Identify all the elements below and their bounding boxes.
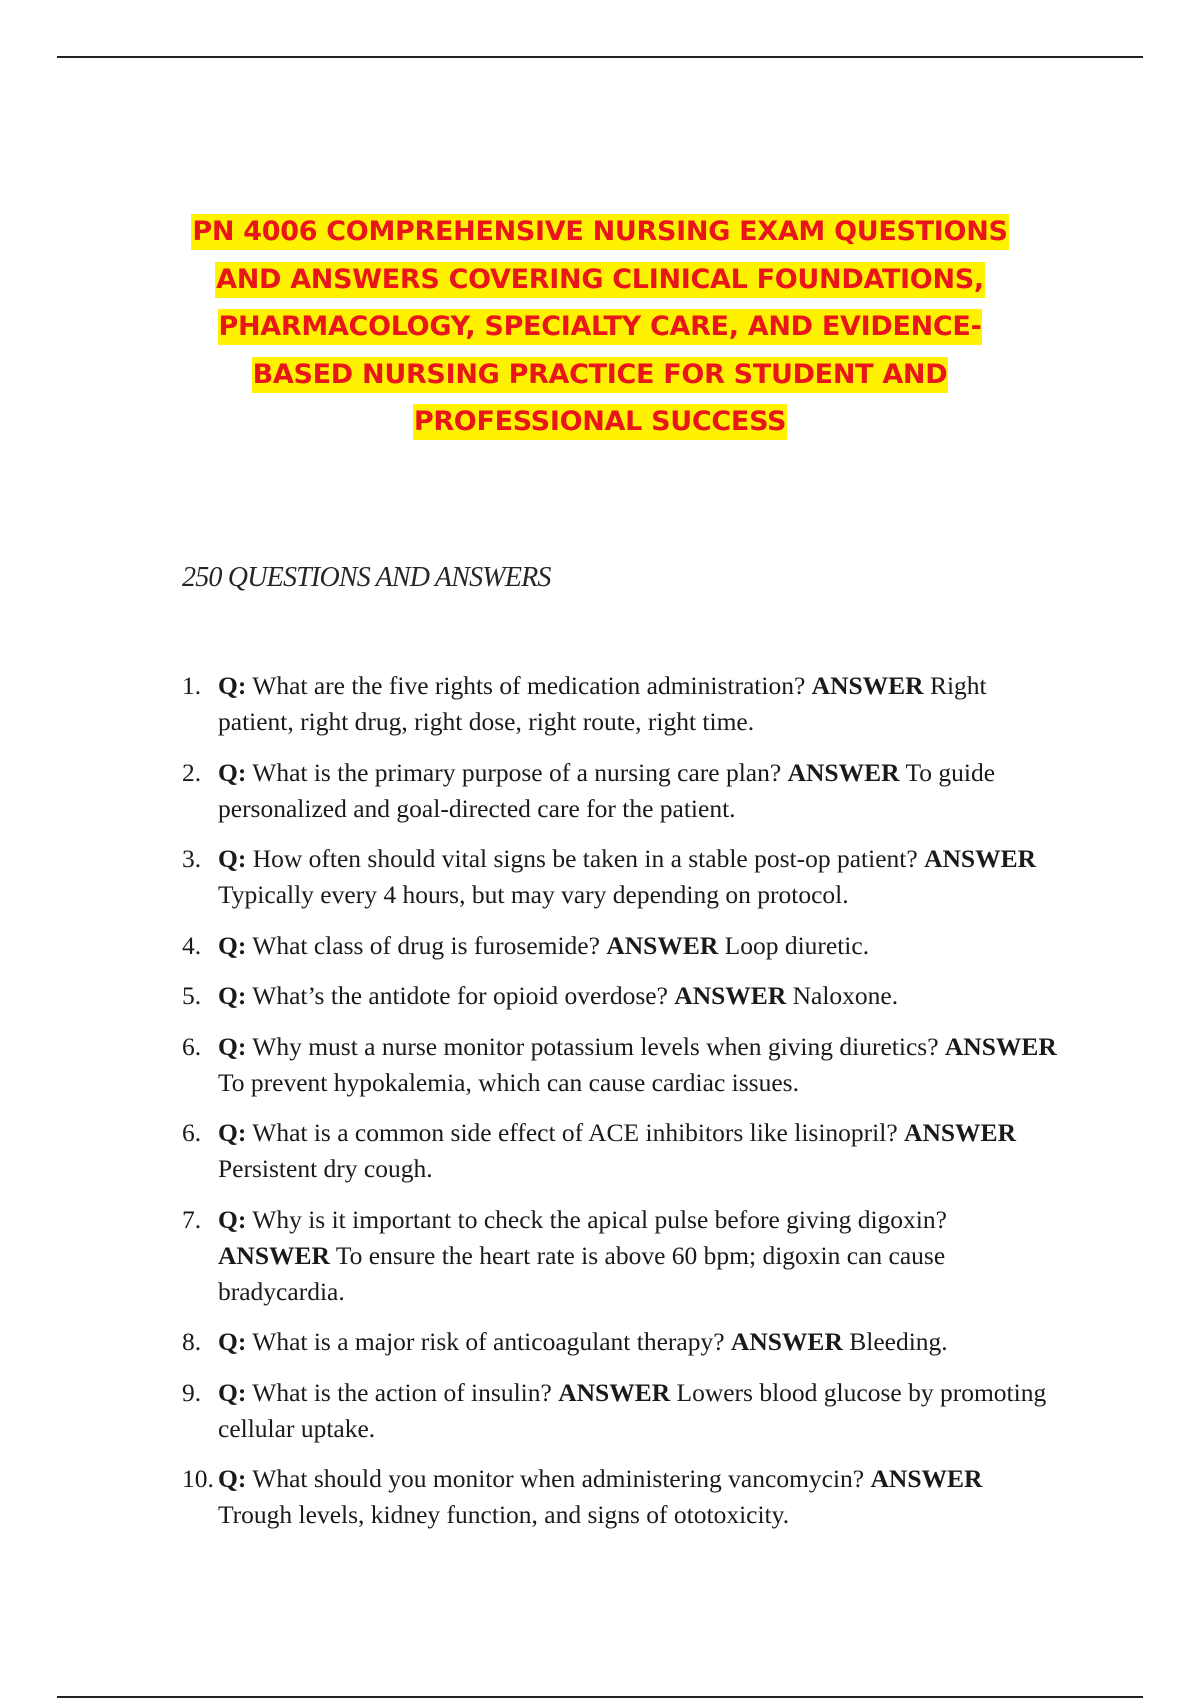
answer-label: ANSWER	[870, 1464, 983, 1493]
answer-label: ANSWER	[730, 1327, 843, 1356]
qa-item	[182, 928, 1062, 964]
qa-number: 1.	[182, 671, 202, 700]
bottom-rule	[57, 1696, 1143, 1698]
q-label: Q:	[218, 671, 247, 700]
answer-label: ANSWER	[558, 1377, 671, 1407]
qa-item	[182, 1324, 1062, 1360]
answer-text: Naloxone.	[792, 981, 899, 1010]
qa-item	[182, 1115, 1062, 1187]
qa-number: 6.	[182, 1118, 202, 1147]
q-label: Q:	[218, 757, 247, 787]
answer-label: ANSWER	[606, 930, 719, 960]
answer-text: Persistent dry cough.	[218, 1154, 433, 1183]
question-text: What is a major risk of anticoagulant therapy?	[252, 1327, 725, 1356]
title-line: PHARMACOLOGY, SPECIALTY CARE, AND EVIDENCE-	[150, 303, 1050, 351]
answer-text: Typically every 4 hours, but may vary depending on protocol.	[218, 880, 849, 909]
answer-label: ANSWER	[811, 671, 924, 700]
qa-item	[182, 755, 1062, 827]
top-rule	[57, 56, 1143, 58]
q-label: Q:	[218, 1031, 247, 1061]
q-label: Q:	[218, 930, 247, 960]
qa-number: 4.	[182, 930, 202, 960]
question-text: Why is it important to check the apical pulse before giving digoxin?	[252, 1204, 947, 1234]
qa-number: 10.	[182, 1464, 214, 1493]
answer-label: ANSWER	[787, 757, 900, 787]
question-text: What should you monitor when administering vancomycin?	[252, 1464, 865, 1493]
qa-number: 8.	[182, 1327, 202, 1356]
qa-number: 3.	[182, 844, 202, 873]
q-label: Q:	[218, 1204, 247, 1234]
q-label: Q:	[218, 1464, 247, 1493]
question-text: How often should vital signs be taken in a stable post-op patient?	[252, 844, 918, 873]
q-label: Q:	[218, 844, 247, 873]
q-label: Q:	[218, 1118, 247, 1147]
question-text: What are the five rights of medication administration?	[252, 671, 806, 700]
q-label: Q:	[218, 981, 247, 1010]
answer-text: Lowers blood glucose by promoting cellular uptake.	[218, 1377, 1047, 1443]
answer-label: ANSWER	[924, 844, 1037, 873]
question-text: What is a common side effect of ACE inhibitors like lisinopril?	[252, 1118, 898, 1147]
qa-number: 5.	[182, 981, 202, 1010]
qa-item	[182, 668, 1062, 740]
qa-item	[182, 1375, 1062, 1447]
qa-list	[182, 668, 1062, 1548]
qa-item	[182, 1461, 1062, 1533]
qa-number: 6.	[182, 1031, 202, 1061]
answer-text: Bleeding.	[849, 1327, 948, 1356]
answer-label: ANSWER	[904, 1118, 1016, 1147]
qa-number: 7.	[182, 1204, 202, 1234]
qa-item	[182, 841, 1062, 913]
qa-item	[182, 1029, 1062, 1101]
q-label: Q:	[218, 1327, 247, 1356]
document-title	[150, 208, 1050, 446]
qa-number: 9.	[182, 1377, 202, 1407]
question-text: What is the action of insulin?	[252, 1377, 552, 1407]
q-label: Q:	[218, 1377, 247, 1407]
answer-label: ANSWER	[674, 981, 787, 1010]
answer-label: ANSWER	[944, 1031, 1057, 1061]
question-text: What is the primary purpose of a nursing care plan?	[252, 757, 782, 787]
answer-label: ANSWER	[218, 1240, 330, 1270]
title-line: AND ANSWERS COVERING CLINICAL FOUNDATIONS,	[150, 256, 1050, 304]
answer-text: Loop diuretic.	[724, 930, 870, 960]
qa-item	[182, 978, 1062, 1014]
title-line: BASED NURSING PRACTICE FOR STUDENT AND	[150, 351, 1050, 399]
answer-text: Trough levels, kidney function, and signs of ototoxicity.	[218, 1500, 790, 1529]
subtitle: 250 QUESTIONS AND ANSWERS	[182, 562, 551, 593]
qa-item	[182, 1202, 1062, 1310]
question-text: Why must a nurse monitor potassium levels when giving diuretics?	[252, 1031, 939, 1061]
question-text: What’s the antidote for opioid overdose?	[252, 981, 668, 1010]
answer-text: To guide personalized and goal-directed care for the patient.	[218, 757, 996, 823]
qa-number: 2.	[182, 757, 202, 787]
question-text: What class of drug is furosemide?	[252, 930, 600, 960]
answer-text: To prevent hypokalemia, which can cause cardiac issues.	[218, 1067, 799, 1097]
title-line: PROFESSIONAL SUCCESS	[150, 398, 1050, 446]
answer-text: To ensure the heart rate is above 60 bpm; digoxin can cause bradycardia.	[218, 1240, 946, 1306]
title-line: PN 4006 COMPREHENSIVE NURSING EXAM QUESTIONS	[150, 208, 1050, 256]
answer-text: Right patient, right drug, right dose, right route, right time.	[218, 671, 987, 736]
